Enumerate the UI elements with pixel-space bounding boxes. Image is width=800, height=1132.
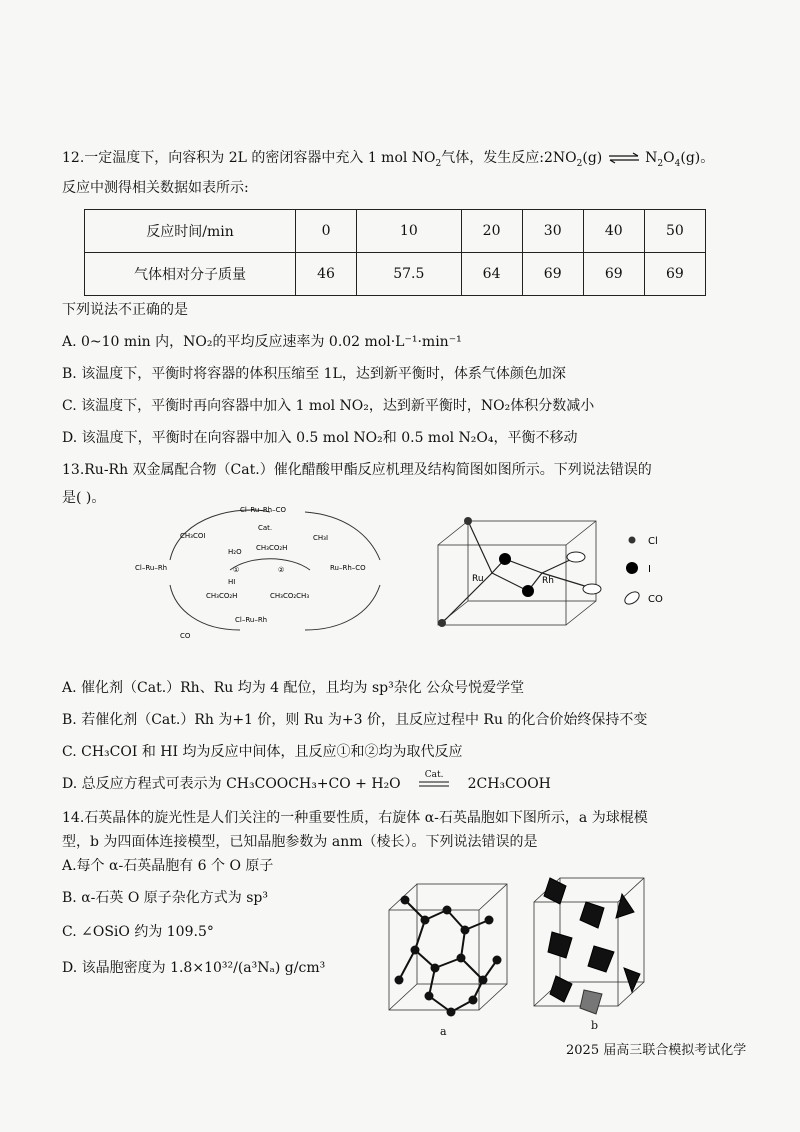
q14-option-c: C. ∠OSiO 约为 109.5° [62, 924, 214, 940]
q13-option-d-text-b: 2CH₃COOH [467, 776, 551, 792]
q13-stem-line1: 13.Ru-Rh 双金属配合物（Cat.）催化醋酸甲酯反应机理及结构简图如图所示。下列说法错误的 [62, 462, 652, 478]
q14-option-b: B. α-石英 O 原子杂化方式为 sp³ [62, 890, 268, 906]
table-cell: 气体相对分子质量 [85, 253, 296, 296]
table-row [85, 253, 706, 296]
table-cell: 0 [296, 210, 357, 253]
co-ligand [567, 552, 585, 562]
i-atom [499, 553, 511, 565]
q12-question: 下列说法不正确的是 [62, 302, 188, 318]
equilibrium-arrow-icon [607, 152, 641, 164]
cl-legend-icon [629, 537, 636, 544]
q14-stem-line1: 14.石英晶体的旋光性是人们关注的一种重要性质，右旋体 α-石英晶胞如下图所示，a 为球棍模 [62, 810, 648, 826]
mech-hi-label: HI [228, 578, 236, 586]
table-row [85, 210, 706, 253]
q14-stem-line2: 型，b 为四面体连接模型，已知晶胞参数为 anm（棱长）。下列说法错误的是 [62, 834, 538, 850]
shaded-tetrahedron [580, 990, 602, 1014]
mech-ch3co2h-label-a: CH₃CO₂H [256, 544, 288, 552]
mech-circ1-label: ① [233, 566, 240, 574]
q12-option-d: D. 该温度下，平衡时在向容器中加入 0.5 mol NO₂和 0.5 mol N₂O₄，平衡不移动 [62, 430, 578, 446]
q12-stem-text-e: O [663, 150, 675, 166]
mech-circ2-label: ② [278, 566, 285, 574]
table-cell: 69 [583, 253, 644, 296]
q14-option-d: D. 该晶胞密度为 1.8×10³²/(a³Nₐ) g/cm³ [62, 960, 326, 976]
co-legend-icon [623, 589, 642, 606]
mech-ch3i-label: CH₃I [313, 534, 329, 542]
q12-stem-text-f: (g)。 [680, 150, 715, 166]
q12-stem-text-b: 气体，发生反应:2NO [441, 150, 577, 166]
q13-option-b: B. 若催化剂（Cat.）Rh 为+1 价，则 Ru 为+3 价，且反应过程中 Ru 的化合价始终保持不变 [62, 712, 648, 728]
i-legend-icon [626, 562, 638, 574]
table-cell: 50 [644, 210, 705, 253]
q13-option-d-text-a: D. 总反应方程式可表示为 CH₃COOCH₃+CO + H₂O [62, 776, 401, 792]
structure-legend [622, 530, 682, 610]
table-cell: 30 [522, 210, 583, 253]
q12-stem-line2: 反应中测得相关数据如表所示: [62, 180, 249, 196]
figure-a-label: a [440, 1025, 447, 1038]
q12-stem-text-d: N [645, 150, 658, 166]
quartz-ball-stick-figure [385, 880, 515, 1030]
q12-stem-line1 [62, 148, 714, 174]
mech-ch3co2ch3-label: CH₃CO₂CH₃ [270, 592, 310, 600]
catalyst-condition [411, 770, 457, 794]
q12-option-a: A. 0~10 min 内，NO₂的平均反应速率为 0.02 mol·L⁻¹·min⁻¹ [62, 334, 462, 350]
catalyst-label: Cat. [424, 770, 444, 780]
table-cell: 40 [583, 210, 644, 253]
cycle-arc [230, 559, 310, 570]
mech-ch3co2h-label-b: CH₃CO₂H [206, 592, 238, 600]
mech-structure-right: Ru–Rh–CO [330, 564, 366, 572]
q12-option-c: C. 该温度下，平衡时再向容器中加入 1 mol NO₂，达到新平衡时，NO₂体积分数减小 [62, 398, 595, 414]
cat-structure-cube-figure [430, 515, 610, 630]
table-cell: 20 [461, 210, 522, 253]
q12-option-b: B. 该温度下，平衡时将容器的体积压缩至 1L，达到新平衡时，体系气体颜色加深 [62, 366, 566, 382]
mech-co-label: CO [180, 632, 191, 640]
mechanism-cycle-figure [130, 500, 410, 645]
co-ligand [583, 584, 601, 594]
q12-data-table [84, 209, 706, 296]
mech-cat-label: Cat. [258, 524, 273, 532]
legend-i-label: I [648, 564, 651, 575]
rh-label: Rh [542, 576, 554, 586]
q12-sub-4: 4 [674, 158, 681, 169]
mech-h2o-label: H₂O [228, 548, 242, 556]
page-footer: 2025 届高三联合模拟考试化学 [566, 1043, 747, 1058]
q12-sub-1: 2 [435, 158, 442, 169]
table-cell: 46 [296, 253, 357, 296]
ru-label: Ru [472, 574, 484, 584]
table-cell: 69 [522, 253, 583, 296]
legend-cl-label: Cl [648, 536, 658, 547]
cl-atom [438, 619, 446, 627]
mech-ch3coi-label: CH₃COI [180, 532, 206, 540]
mech-structure-left: Cl–Ru–Rh [135, 564, 168, 572]
mech-structure-top: Cl–Ru–Rh–CO [240, 506, 287, 514]
figure-b-label: b [591, 1019, 599, 1032]
legend-co-label: CO [648, 594, 663, 605]
table-cell: 69 [644, 253, 705, 296]
quartz-tetrahedra-figure [530, 872, 650, 1022]
cl-atom [464, 517, 472, 525]
q13-option-d [62, 770, 551, 794]
mech-structure-bottom: Cl–Ru–Rh [235, 616, 268, 624]
q13-stem-line2: 是( )。 [62, 490, 106, 506]
q13-option-a: A. 催化剂（Cat.）Rh、Ru 均为 4 配位，且均为 sp³杂化 公众号悦爱学堂 [62, 680, 525, 696]
table-cell: 10 [357, 210, 461, 253]
q12-stem-text-c: (g) [582, 150, 603, 166]
table-cell: 57.5 [357, 253, 461, 296]
table-cell: 64 [461, 253, 522, 296]
i-atom [522, 585, 534, 597]
q14-option-a: A.每个 α-石英晶胞有 6 个 O 原子 [62, 858, 274, 874]
q13-option-c: C. CH₃COI 和 HI 均为反应中间体，且反应①和②均为取代反应 [62, 744, 463, 760]
cycle-arc [305, 585, 380, 630]
table-cell: 反应时间/min [85, 210, 296, 253]
q12-stem-text-a: 12.一定温度下，向容积为 2L 的密闭容器中充入 1 mol NO [62, 150, 436, 166]
q12-sub-3: 2 [657, 158, 664, 169]
q12-sub-2: 2 [576, 158, 583, 169]
